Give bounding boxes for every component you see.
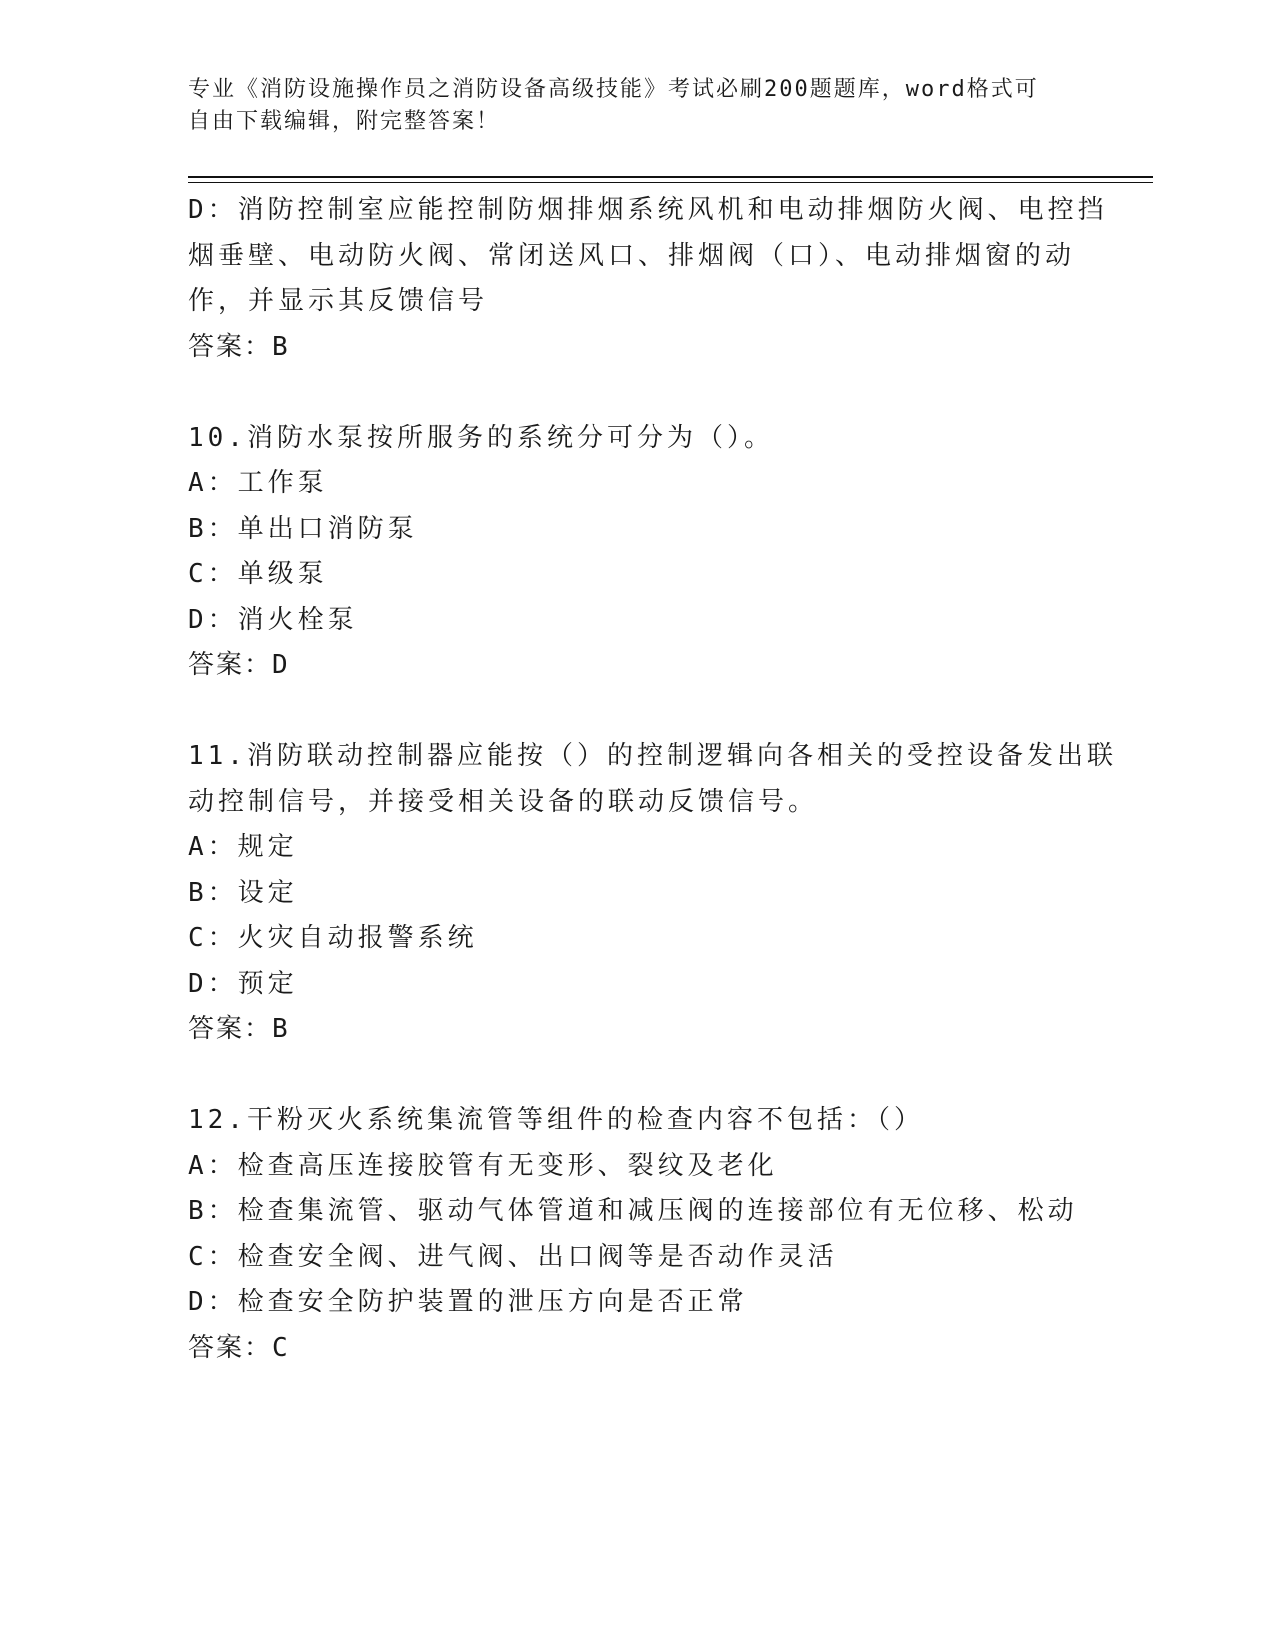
question-stem: 10.消防水泵按所服务的系统分可分为（）。 [188,422,774,453]
option-d: D：检查安全防护装置的泄压方向是否正常 [188,1287,748,1317]
question-content [188,188,1117,1371]
option-c: C：检查安全阀、进气阀、出口阀等是否动作灵活 [188,1241,838,1272]
option-c: C：单级泵 [188,559,328,589]
answer-line: 答案：B [188,1014,290,1044]
option-c: C：火灾自动报警系统 [188,923,478,953]
option-a: A：工作泵 [188,468,328,498]
option-b: B：单出口消防泵 [188,513,418,544]
carryover-option-d [188,188,1108,325]
question-12 [188,1098,1088,1371]
answer-line: 答案：D [188,650,290,680]
option-line: D：消防控制室应能控制防烟排烟系统风机和电动排烟防火阀、电控挡 [188,195,1108,225]
header-line-2: 自由下载编辑，附完整答案！ [188,109,501,134]
header-divider-thin [188,182,1153,183]
spacer [188,370,1088,416]
option-b: B：检查集流管、驱动气体管道和减压阀的连接部位有无位移、松动 [188,1196,1078,1226]
question-10 [188,416,1088,689]
answer-line: 答案：B [188,331,290,362]
question-11 [188,734,1117,1053]
option-d: D：消火栓泵 [188,604,358,635]
option-a: A：规定 [188,832,298,862]
header-divider-thick [188,176,1153,178]
spacer [188,689,1088,735]
answer-line: 答案：C [188,1332,290,1363]
spacer [188,1053,1088,1099]
option-line: 作，并显示其反馈信号 [188,286,489,316]
header-line-1: 专业《消防设施操作员之消防设备高级技能》考试必刷200题题库，word格式可 [188,77,1039,102]
document-header [188,74,1068,138]
question-stem: 动控制信号，并接受相关设备的联动反馈信号。 [188,786,819,817]
option-d: D：预定 [188,968,298,999]
question-stem: 12.干粉灭火系统集流管等组件的检查内容不包括：（） [188,1105,924,1135]
option-b: B：设定 [188,877,298,908]
option-line: 烟垂壁、电动防火阀、常闭送风口、排烟阀（口）、电动排烟窗的动 [188,240,1076,271]
option-a: A：检查高压连接胶管有无变形、裂纹及老化 [188,1150,778,1181]
question-stem: 11.消防联动控制器应能按（）的控制逻辑向各相关的受控设备发出联 [188,741,1117,771]
